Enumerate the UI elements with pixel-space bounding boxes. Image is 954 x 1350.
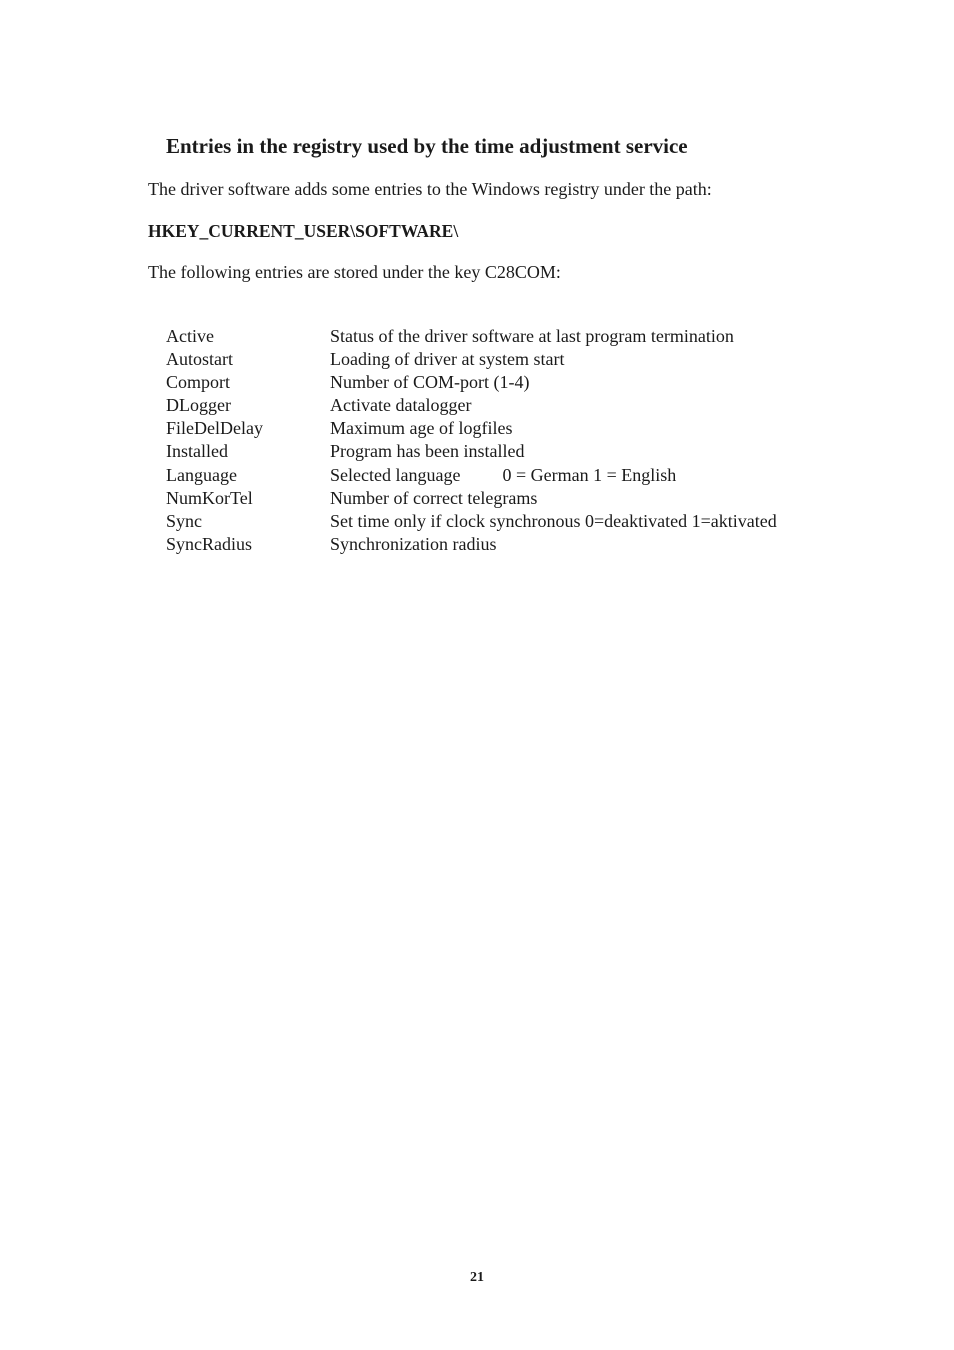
registry-key-paragraph: The following entries are stored under the key C28COM: xyxy=(148,262,561,282)
registry-entry xyxy=(166,348,866,371)
registry-entry xyxy=(166,325,866,348)
registry-entry xyxy=(166,394,866,417)
registry-entries-list xyxy=(166,325,866,556)
entry-key: Active xyxy=(166,326,214,346)
registry-entry xyxy=(166,533,866,556)
page-number: 21 xyxy=(470,1270,484,1285)
entry-key: Sync xyxy=(166,510,202,531)
entry-key: Installed xyxy=(166,441,228,462)
registry-entry xyxy=(166,510,866,533)
entry-description: Activate datalogger xyxy=(330,395,472,416)
entry-description: Loading of driver at system start xyxy=(330,349,565,370)
registry-entry xyxy=(166,440,866,463)
entry-key: FileDelDelay xyxy=(166,418,263,439)
entry-key: Language xyxy=(166,464,237,485)
section-heading: Entries in the registry used by the time adjustment service xyxy=(166,134,688,158)
entry-description: Number of correct telegrams xyxy=(330,487,538,508)
registry-entry xyxy=(166,487,866,510)
entry-description: Program has been installed xyxy=(330,441,525,462)
registry-entry xyxy=(166,371,866,394)
registry-entry xyxy=(166,464,866,487)
entry-description: Number of COM-port (1-4) xyxy=(330,372,530,393)
registry-path: HKEY_CURRENT_USER\SOFTWARE\ xyxy=(148,221,459,241)
entry-description: Maximum age of logfiles xyxy=(330,418,513,439)
entry-description: Set time only if clock synchronous 0=deaktivated 1=aktivated xyxy=(330,510,777,531)
registry-entry xyxy=(166,417,866,440)
intro-paragraph: The driver software adds some entries to the Windows registry under the path: xyxy=(148,179,712,199)
entry-key: DLogger xyxy=(166,395,231,416)
entry-description: Selected language 0 = German 1 = English xyxy=(330,464,866,487)
entry-key: Comport xyxy=(166,372,231,393)
entry-key: Autostart xyxy=(166,349,233,370)
entry-description: Synchronization radius xyxy=(330,533,497,554)
entry-key: NumKorTel xyxy=(166,487,253,508)
entry-key: SyncRadius xyxy=(166,533,253,554)
entry-description: Status of the driver software at last program termination xyxy=(330,326,734,346)
entry-values: 0 = German 1 = English xyxy=(502,464,677,485)
